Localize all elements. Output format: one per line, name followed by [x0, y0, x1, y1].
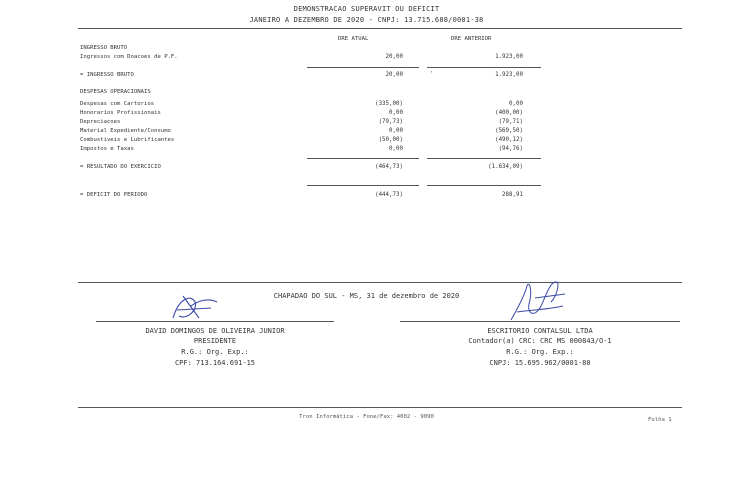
subtotal-line-current — [307, 67, 419, 68]
right-signer-rg: R.G.: Org. Exp.: — [506, 348, 574, 356]
expense-label: Combustiveis e Lubrificantes — [80, 137, 175, 143]
expense-current: 0,00 — [389, 146, 403, 152]
expense-label: Material Expediente/Consumo — [80, 128, 171, 134]
subtotal-line-current — [307, 185, 419, 186]
subtotal-line-previous — [427, 158, 541, 159]
subtotal-line-current — [307, 158, 419, 159]
gross-income-item-previous: 1.923,00 — [495, 54, 523, 60]
right-signer-role: Contador(a) CRC: CRC MS 000843/O-1 — [468, 337, 612, 345]
expense-label: Impostos e Taxas — [80, 146, 134, 152]
result-current: (464,73) — [375, 164, 403, 170]
expense-previous: (94,76) — [498, 146, 523, 152]
result-previous: (1.634,09) — [488, 164, 523, 170]
left-signer-cpf: CPF: 713.164.691-15 — [174, 359, 256, 367]
right-signer-cnpj: CNPJ: 15.695.962/0001-80 — [489, 359, 591, 367]
gross-income-total-previous: 1.923,00 — [495, 72, 523, 78]
result-label: = RESULTADO DO EXERCICIO — [80, 164, 161, 170]
column-previous: DRE ANTERIOR — [451, 36, 492, 42]
deficit-current: (444,73) — [375, 192, 403, 198]
expense-previous: (400,00) — [495, 110, 523, 116]
expense-current: 0,00 — [389, 128, 403, 134]
deficit-label: = DEFICIT DO PERIODO — [80, 192, 148, 198]
expense-label: Despesas com Cartorios — [80, 101, 155, 107]
left-signer-role: PRESIDENTE — [193, 337, 237, 345]
right-signer-name: ESCRITORIO CONTALSUL LTDA — [487, 327, 593, 335]
gross-income-heading: INGRESSO BRUTO — [80, 45, 128, 51]
left-signer-rg: R.G.: Org. Exp.: — [181, 348, 249, 356]
expense-current: (50,00) — [378, 137, 403, 143]
left-signature-line — [96, 321, 334, 322]
gross-income-item-label: Ingressos com Doacoes de P.F. — [80, 54, 178, 60]
expense-label: Honorarios Profissionais — [80, 110, 161, 116]
left-signature-scribble — [165, 288, 225, 328]
header-divider — [78, 28, 682, 29]
right-signature-line — [400, 321, 680, 322]
subtotal-line-previous — [427, 185, 541, 186]
gross-income-item-current: 20,00 — [385, 54, 403, 60]
subtotal-line-previous — [427, 67, 541, 68]
footer-software: Tron Informática - Fone/Fax: 4002 - 9090 — [299, 414, 434, 420]
column-current: DRE ATUAL — [338, 36, 369, 42]
expense-current: (335,00) — [375, 101, 403, 107]
left-signer-name: DAVID DOMINGOS DE OLIVEIRA JUNIOR — [145, 327, 285, 335]
document-period: JANEIRO A DEZEMBRO DE 2020 - CNPJ: 13.715.688/0001-38 — [249, 16, 484, 24]
expense-previous: (79,71) — [498, 119, 523, 125]
gross-income-total-label: = INGRESSO BRUTO — [80, 72, 134, 78]
signature-section-divider — [78, 282, 682, 283]
footer-divider — [78, 407, 682, 408]
expense-label: Depreciacoes — [80, 119, 121, 125]
gross-income-total-current: 20,00 — [385, 72, 403, 78]
expense-current: (79,73) — [378, 119, 403, 125]
place-date: CHAPADAO DO SUL - MS, 31 de dezembro de 2020 — [273, 292, 460, 300]
tick-mark: ' — [430, 71, 434, 77]
document-title: DEMONSTRACAO SUPERAVIT OU DEFICIT — [293, 5, 440, 13]
expense-previous: (490,12) — [495, 137, 523, 143]
expense-previous: 0,00 — [509, 101, 523, 107]
expense-previous: (569,50) — [495, 128, 523, 134]
right-signature-scribble — [505, 276, 575, 326]
expense-current: 0,00 — [389, 110, 403, 116]
deficit-previous: 288,91 — [502, 192, 523, 198]
footer-page: Folha 1 — [648, 417, 672, 423]
expenses-heading: DESPESAS OPERACIONAIS — [80, 89, 151, 95]
